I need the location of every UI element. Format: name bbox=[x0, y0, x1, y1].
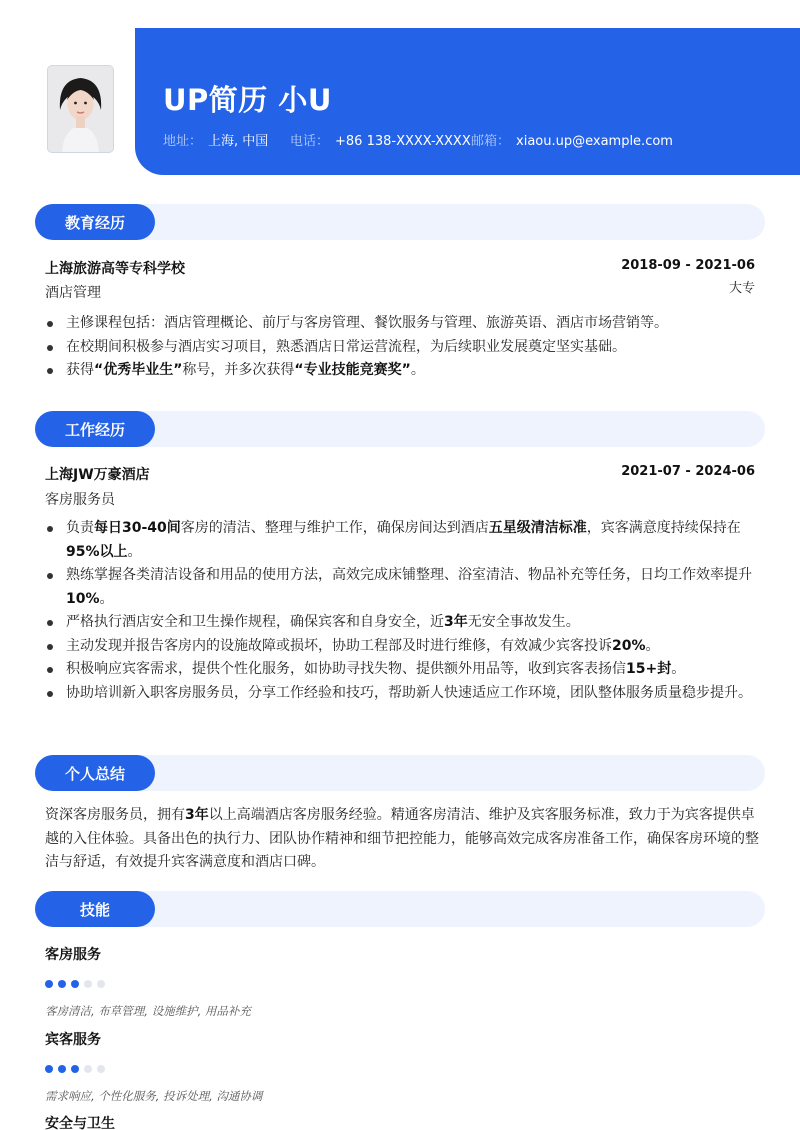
contact-email bbox=[471, 130, 673, 149]
section-header-summary bbox=[35, 755, 765, 791]
section-header-education bbox=[35, 204, 765, 240]
work-bullets bbox=[47, 517, 757, 705]
level-dot-empty bbox=[97, 980, 105, 988]
section-header-skills bbox=[35, 891, 765, 927]
list-item: 协助培训新入职客房服务员，分享工作经验和技巧，帮助新人快速适应工作环境，团队整体服务质量稳步提升。 bbox=[47, 682, 757, 706]
school-name: 上海旅游高等专科学校 bbox=[45, 261, 185, 277]
job-role: 客房服务员 bbox=[45, 492, 115, 508]
list-item: 主修课程包括：酒店管理概论、前厅与客房管理、餐饮服务与管理、旅游英语、酒店市场营销等。 bbox=[47, 312, 757, 336]
skill-name: 宾客服务 bbox=[45, 1032, 101, 1048]
profile-photo bbox=[48, 66, 113, 152]
section-title-skills: 技能 bbox=[35, 891, 155, 927]
level-dot-filled bbox=[58, 1065, 66, 1073]
list-item: 在校期间积极参与酒店实习项目，熟悉酒店日常运营流程，为后续职业发展奠定坚实基础。 bbox=[47, 336, 757, 360]
level-dot-filled bbox=[58, 980, 66, 988]
section-header-work bbox=[35, 411, 765, 447]
list-item: 积极响应宾客需求，提供个性化服务，如协助寻找失物、提供额外用品等，收到宾客表扬信15+封。 bbox=[47, 658, 757, 682]
section-title-education: 教育经历 bbox=[35, 204, 155, 240]
skill-level-rating bbox=[45, 1065, 105, 1073]
contact-address bbox=[163, 130, 268, 149]
skill-name: 客房服务 bbox=[45, 947, 101, 963]
summary-text: 资深客房服务员，拥有3年以上高端酒店客房服务经验。精通客房清洁、维护及宾客服务标准，致力于为宾客提供卓越的入住体验。具备出色的执行力、团队协作精神和细节把控能力，能够高效完成客房准备工作，确保客房环境的整洁与舒适，有效提升宾客满意度和酒店口碑。 bbox=[45, 807, 759, 870]
skill-name: 安全与卫生 bbox=[45, 1116, 115, 1130]
list-item: 负责每日30-40间客房的清洁、整理与维护工作，确保房间达到酒店五星级清洁标准，宾客满意度持续保持在95%以上。 bbox=[47, 517, 757, 564]
skill-level-rating bbox=[45, 980, 105, 988]
candidate-name: UP简历 小U bbox=[163, 83, 332, 117]
section-title-summary: 个人总结 bbox=[35, 755, 155, 791]
list-item: 严格执行酒店安全和卫生操作规程，确保宾客和自身安全，近3年无安全事故发生。 bbox=[47, 611, 757, 635]
level-dot-empty bbox=[84, 1065, 92, 1073]
contact-phone bbox=[290, 130, 471, 149]
education-degree: 大专 bbox=[728, 281, 755, 296]
education-bullets bbox=[47, 312, 757, 383]
list-item: 熟练掌握各类清洁设备和用品的使用方法，高效完成床铺整理、浴室清洁、物品补充等任务，日均工作效率提升10%。 bbox=[47, 564, 757, 611]
level-dot-filled bbox=[45, 980, 53, 988]
skill-tags: 客房清洁, 布草管理, 设施维护, 用品补充 bbox=[45, 1004, 251, 1018]
level-dot-filled bbox=[45, 1065, 53, 1073]
address-label: 地址： bbox=[163, 134, 203, 149]
email-label: 邮箱： bbox=[471, 134, 511, 149]
company-name: 上海JW万豪酒店 bbox=[45, 467, 150, 483]
level-dot-filled bbox=[71, 980, 79, 988]
skill-tags: 需求响应, 个性化服务, 投诉处理, 沟通协调 bbox=[45, 1089, 263, 1103]
phone-value: +86 138-XXXX-XXXX bbox=[335, 134, 471, 149]
education-date: 2018-09 - 2021-06 bbox=[621, 258, 755, 273]
level-dot-empty bbox=[84, 980, 92, 988]
level-dot-filled bbox=[71, 1065, 79, 1073]
level-dot-empty bbox=[97, 1065, 105, 1073]
address-value: 上海, 中国 bbox=[208, 134, 269, 149]
phone-label: 电话： bbox=[290, 134, 330, 149]
section-title-work: 工作经历 bbox=[35, 411, 155, 447]
list-item: 主动发现并报告客房内的设施故障或损坏，协助工程部及时进行维修，有效减少宾客投诉20%。 bbox=[47, 635, 757, 659]
email-value[interactable]: xiaou.up@example.com bbox=[516, 134, 673, 149]
list-item: 获得“优秀毕业生”称号，并多次获得“专业技能竞赛奖”。 bbox=[47, 359, 757, 383]
education-major: 酒店管理 bbox=[45, 285, 101, 301]
work-date: 2021-07 - 2024-06 bbox=[621, 464, 755, 479]
